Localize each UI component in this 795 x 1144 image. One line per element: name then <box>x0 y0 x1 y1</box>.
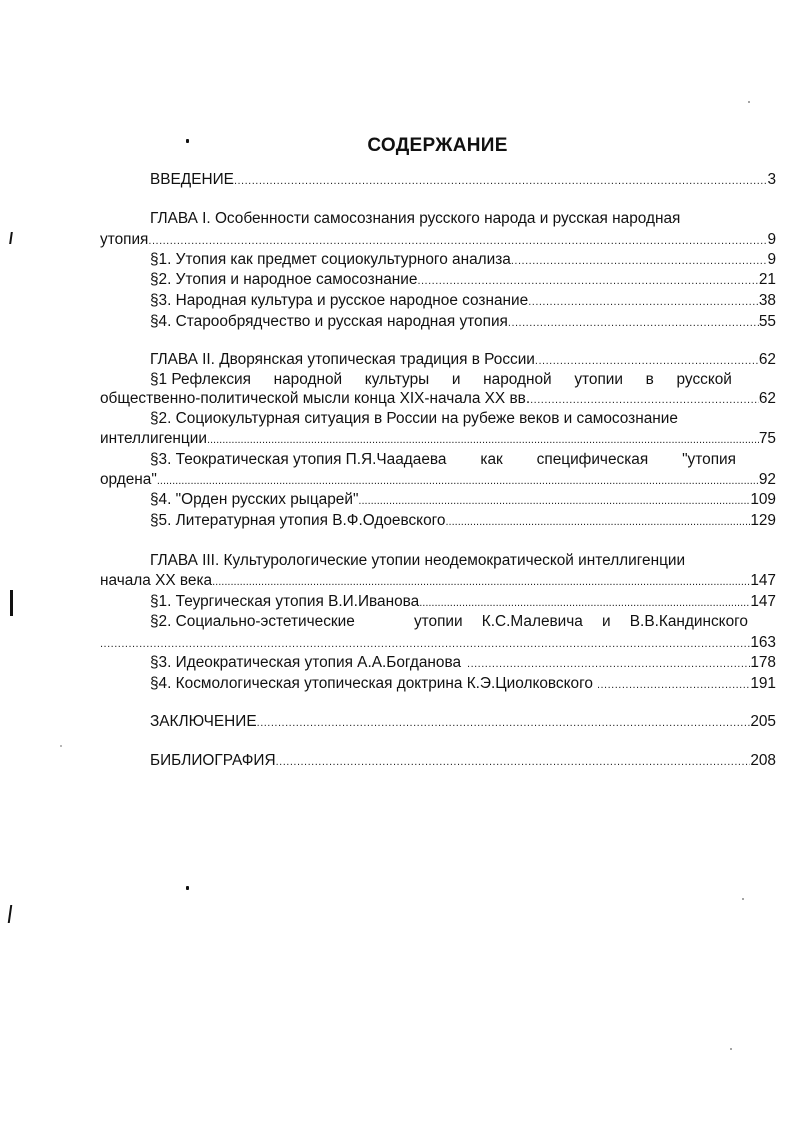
page-number: 3 <box>767 171 776 188</box>
toc-entry-text: §1. Утопия как предмет социокультурного анализа <box>150 251 511 268</box>
dot-leader <box>276 752 751 772</box>
dot-leader <box>212 572 750 592</box>
toc-entry-text: интеллигенции <box>100 430 207 447</box>
toc-entry-bibliography <box>100 751 776 772</box>
toc-entry-text: общественно-политической мысли конца XIX-начала XX вв. <box>100 390 531 407</box>
toc-section-3-4 <box>100 674 776 695</box>
toc-section-3-2-line1 <box>100 612 776 632</box>
scan-mark <box>9 232 13 244</box>
scan-dot <box>730 1048 732 1050</box>
toc-entry-intro <box>100 170 776 191</box>
scan-dot <box>748 101 750 103</box>
toc-entry-text: ордена" <box>100 471 157 488</box>
toc-chapter-3-line1 <box>100 551 776 571</box>
toc-entry-text: ВВЕДЕНИЕ <box>150 171 234 188</box>
dot-leader <box>207 430 759 450</box>
page-number: 92 <box>758 471 776 488</box>
scan-mark <box>8 905 13 923</box>
toc-entry-text: ЗАКЛЮЧЕНИЕ <box>150 713 257 730</box>
toc-word: русской <box>676 371 732 388</box>
page-number: 191 <box>750 675 776 692</box>
page-number: 38 <box>758 292 776 309</box>
toc-word: К.С.Малевича <box>481 613 583 630</box>
toc-section-3-3 <box>100 653 776 674</box>
toc-entry-text: §4. Старообрядчество и русская народная утопия <box>150 313 508 330</box>
dot-leader <box>100 634 750 654</box>
dot-leader <box>358 491 750 511</box>
dot-leader <box>157 471 759 491</box>
toc-word: утопии <box>574 371 623 388</box>
scan-dot <box>742 898 744 900</box>
toc-entry-text: §3. Идеократическая утопия А.А.Богданова <box>150 654 462 671</box>
toc-section-1-2 <box>100 270 776 291</box>
scan-mark <box>10 590 13 616</box>
dot-leader <box>511 251 768 271</box>
page-number: 147 <box>750 593 776 610</box>
toc-word: в <box>645 371 654 388</box>
page-number: 205 <box>750 713 776 730</box>
toc-section-2-1 <box>100 389 776 410</box>
toc-chapter-3 <box>100 571 776 592</box>
toc-section-3-1 <box>100 592 776 613</box>
dot-leader <box>597 675 750 695</box>
toc-entry-text: ГЛАВА II. Дворянская утопическая традиция в России <box>150 351 535 368</box>
toc-entry-text: ГЛАВА I. Особенности самосознания русского народа и русская народная <box>150 210 681 227</box>
toc-word: §2. Социально-эстетические <box>150 613 355 630</box>
toc-entry-text: §2. Утопия и народное самосознание <box>150 271 418 288</box>
toc-section-1-1 <box>100 250 776 271</box>
toc-word: как <box>480 451 503 468</box>
toc-entry-text: ГЛАВА III. Культурологические утопии неодемократической интеллигенции <box>150 552 686 569</box>
dot-leader <box>257 713 751 733</box>
dot-leader <box>530 390 759 410</box>
dot-leader <box>528 292 759 312</box>
toc-chapter-1-line1 <box>100 209 776 229</box>
toc-entry-conclusion <box>100 712 776 733</box>
dot-leader <box>508 313 759 333</box>
page-number: 163 <box>750 634 776 651</box>
toc-word: народной <box>483 371 552 388</box>
dot-leader <box>148 231 767 251</box>
toc-section-2-2 <box>100 429 776 450</box>
scan-dot <box>186 886 189 890</box>
page-number: 62 <box>758 351 776 368</box>
page-number: 75 <box>758 430 776 447</box>
page-number: 62 <box>758 390 776 407</box>
dot-leader <box>445 512 750 532</box>
toc-section-1-4 <box>100 312 776 333</box>
toc-entry-text: начала XX века <box>100 572 213 589</box>
toc-chapter-1 <box>100 230 776 251</box>
toc-section-2-3-line1 <box>100 450 776 470</box>
page-number: 55 <box>758 313 776 330</box>
toc-section-1-3 <box>100 291 776 312</box>
toc-section-2-1-line1 <box>100 370 776 390</box>
toc-entry-text: §1. Теургическая утопия В.И.Иванова <box>150 593 420 610</box>
toc-section-2-4 <box>100 490 776 511</box>
toc-section-2-2-line1 <box>100 409 776 429</box>
dot-leader <box>417 271 758 291</box>
dot-leader <box>419 593 750 613</box>
scan-dot <box>60 745 62 747</box>
toc-entry-text: §2. Социокультурная ситуация в России на рубеже веков и самосознание <box>150 410 678 427</box>
toc-word: §1 Рефлексия <box>150 371 251 388</box>
toc-entry-text: §4. "Орден русских рыцарей" <box>150 491 359 508</box>
scan-dot <box>186 139 189 143</box>
dot-leader <box>535 351 759 371</box>
toc-entry-text: §3. Народная культура и русское народное сознание <box>150 292 529 309</box>
toc-word: и <box>602 613 611 630</box>
toc-word: §3. Теократическая утопия П.Я.Чаадаева <box>150 451 447 468</box>
page-number: 109 <box>750 491 776 508</box>
toc-entry-text: утопия <box>100 231 149 248</box>
page-number: 9 <box>767 251 776 268</box>
page-number: 21 <box>758 271 776 288</box>
toc-word: утопии <box>413 613 463 630</box>
toc-chapter-2 <box>100 350 776 371</box>
page-number: 147 <box>750 572 776 589</box>
page-number: 129 <box>750 512 776 529</box>
page-number: 208 <box>750 752 776 769</box>
toc-section-2-3 <box>100 470 776 491</box>
toc-entry-text: БИБЛИОГРАФИЯ <box>150 752 276 769</box>
page-number: 178 <box>750 654 776 671</box>
toc-word: специфическая <box>536 451 649 468</box>
dot-leader <box>467 654 750 674</box>
toc-word: и <box>451 371 461 388</box>
toc-word: народной <box>273 371 343 388</box>
page-title: СОДЕРЖАНИЕ <box>367 135 508 156</box>
toc-section-3-2 <box>100 633 776 654</box>
toc-entry-text: §4. Космологическая утопическая доктрина К.Э.Циолковского <box>150 675 593 692</box>
toc-word: В.В.Кандинского <box>629 613 748 630</box>
toc-entry-text: §5. Литературная утопия В.Ф.Одоевского <box>150 512 446 529</box>
toc-word: "утопия <box>682 451 736 468</box>
dot-leader <box>234 171 768 191</box>
page-number: 9 <box>767 231 776 248</box>
toc-section-2-5 <box>100 511 776 532</box>
toc-word: культуры <box>364 371 430 388</box>
